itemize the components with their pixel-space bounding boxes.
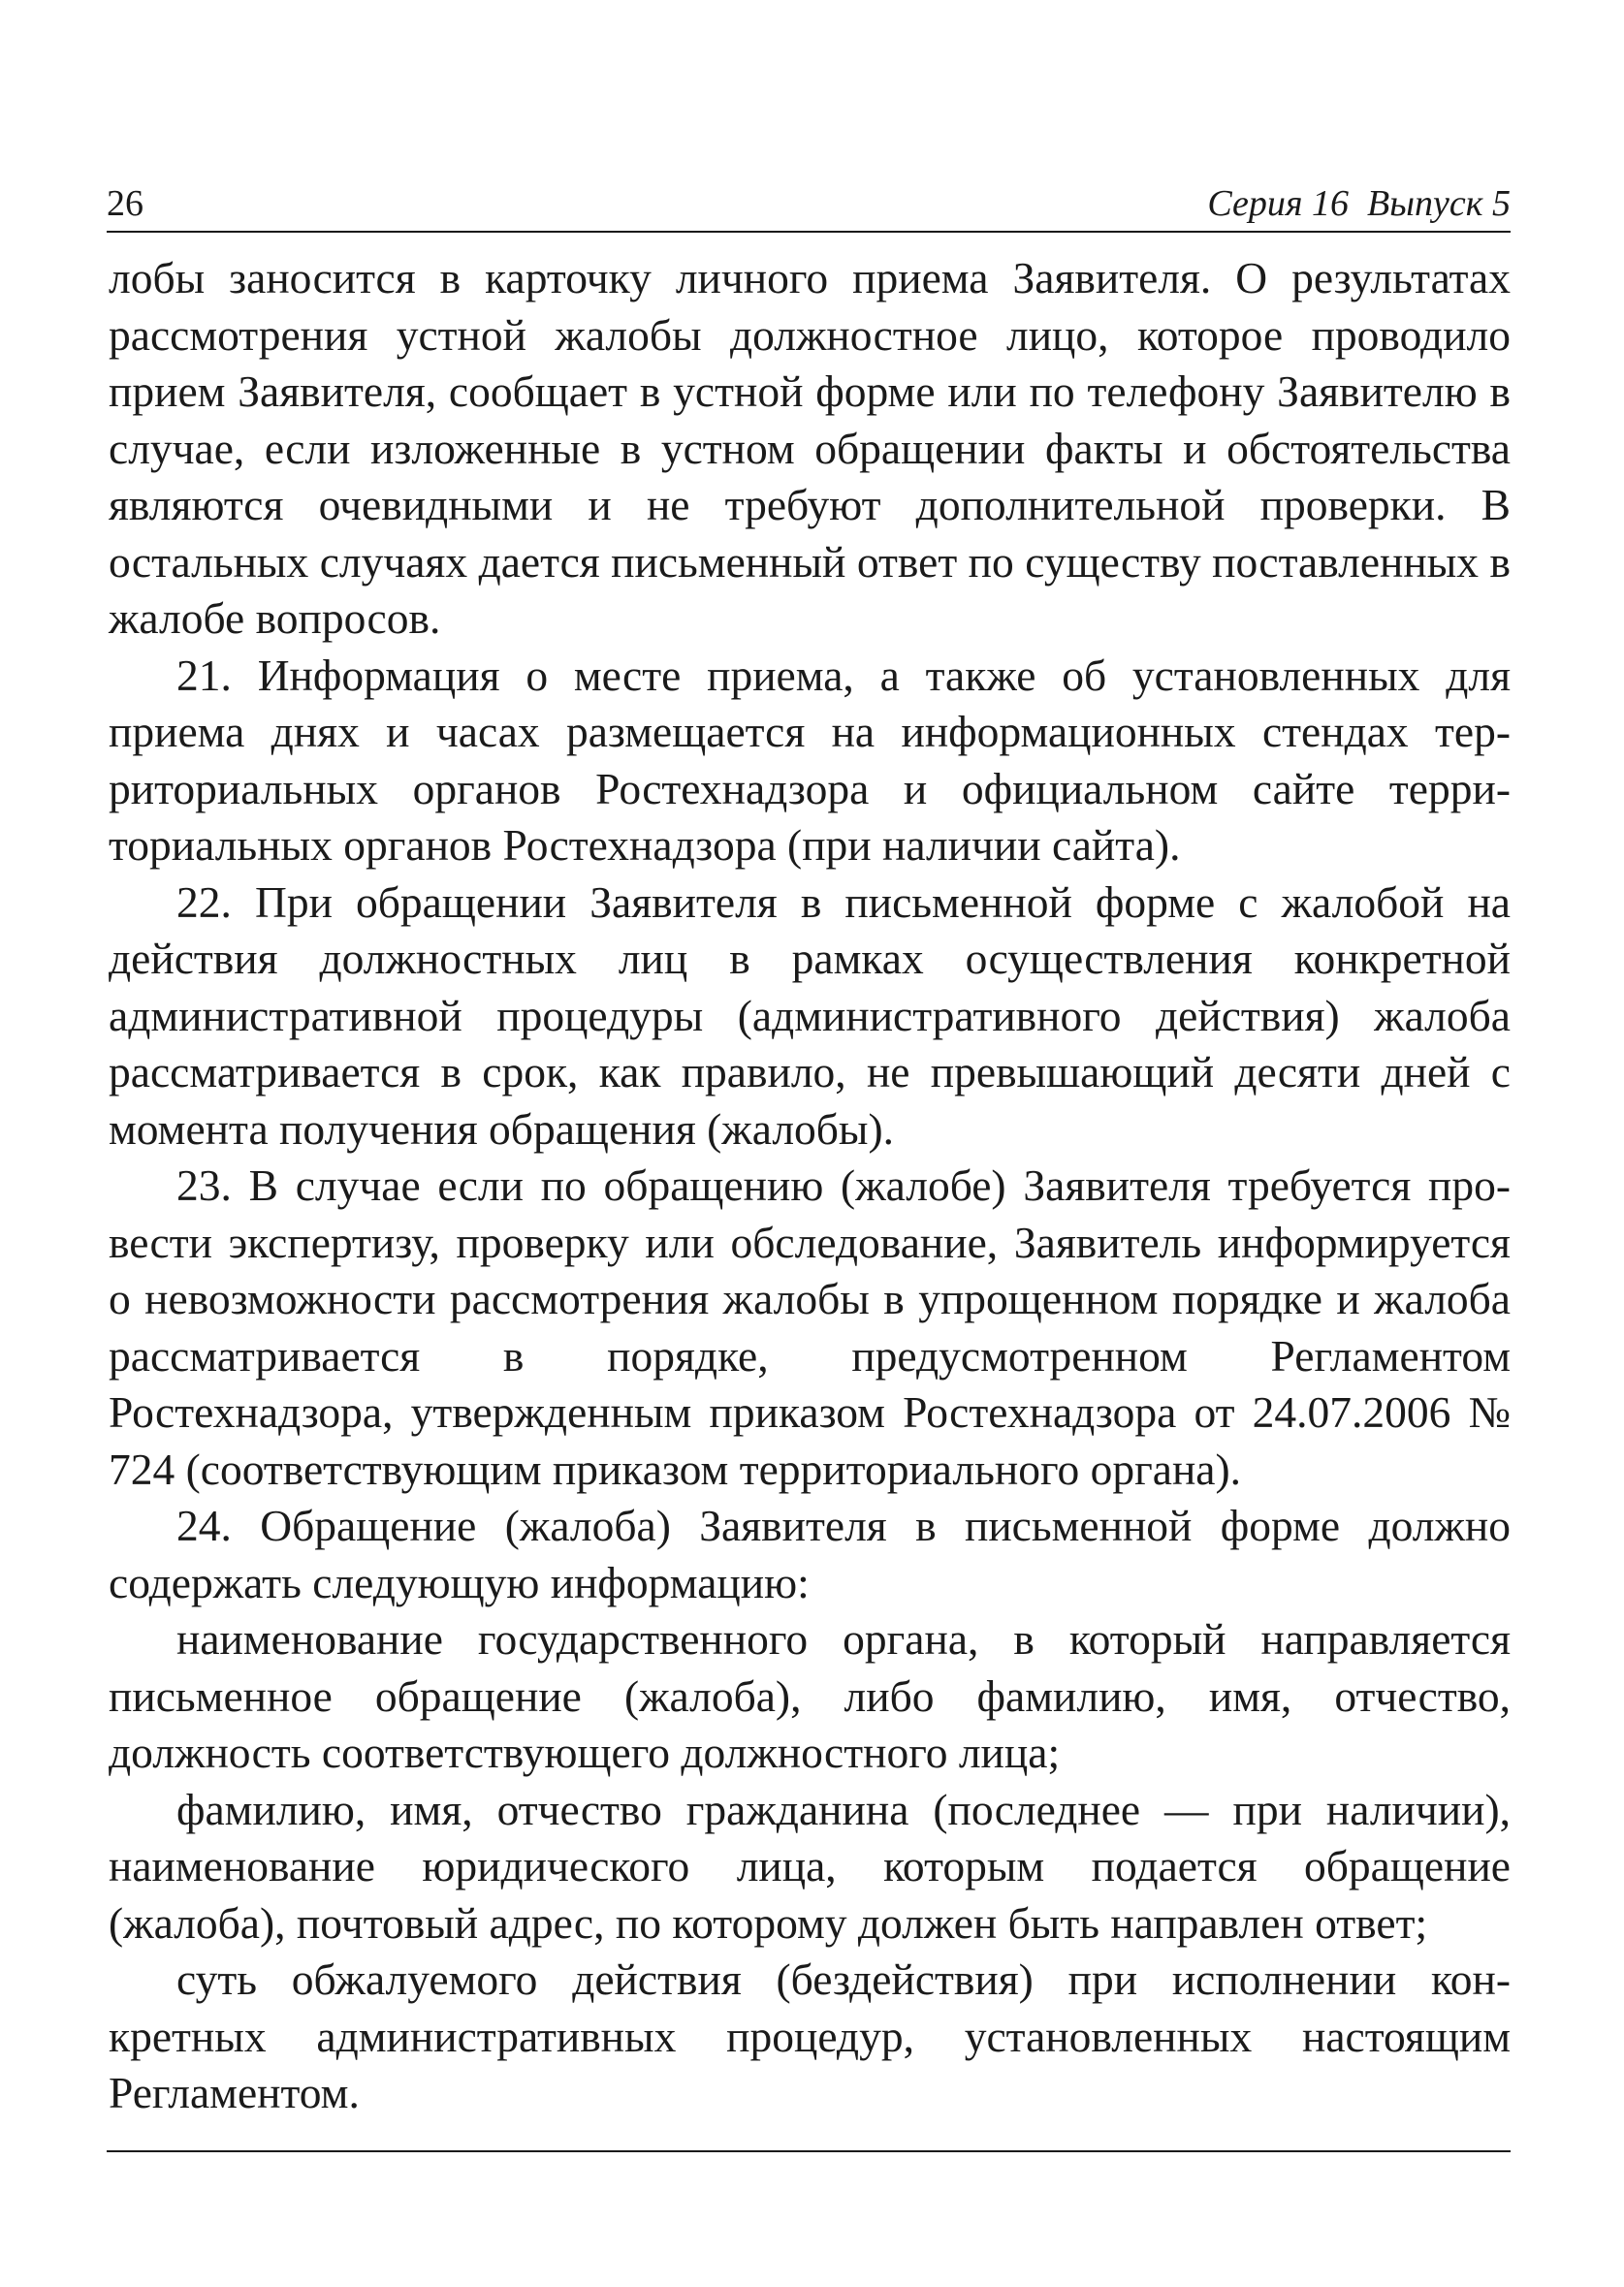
page-number: 26 bbox=[107, 183, 143, 224]
list-item-applicant: фамилию, имя, отчество гражданина (последнее — при наличии), наименование юридического лица, которым подается обращение (жалоба), почтовый адрес, по которому должен быть направлен ответ; bbox=[109, 1784, 1511, 1948]
body-text bbox=[109, 250, 1511, 2122]
series-label: Серия 16 Выпуск 5 bbox=[1207, 183, 1511, 224]
running-head bbox=[107, 182, 1511, 233]
paragraph-21: 21. Информация о месте приема, а также об установленных для приема днях и часах размещается на информационных стендах территориальных органов Ростехнадзора и официальном сайте территориальных органов Ростехнадзора (при наличии сайта). bbox=[109, 650, 1511, 870]
paragraph-24: 24. Обращение (жалоба) Заявителя в письменной форме должно содержать следующую информацию: bbox=[109, 1501, 1511, 1607]
paragraph-22: 22. При обращении Заявителя в письменной форме с жалобой на действия должностных лиц в рамках осуществления конкретной административной процедуры (административного действия) жалоба рассматривается в срок, как правило, не превышающий десяти дней с момента получения обращения (жалобы). bbox=[109, 876, 1511, 1154]
paragraph-23: 23. В случае если по обращению (жалобе) Заявителя требуется провести экспертизу, проверку или обследование, Заявитель информируется о невозможности рассмотрения жалобы в упрощенном порядке и жалоба рассматривается в порядке, предусмотренном Регламентом Ростехнадзора, утвержденным приказом Ростехнадзора от 24.07.2006 № 724 (соответствующим приказом территориального органа). bbox=[109, 1160, 1511, 1494]
list-item-authority: наименование государственного органа, в который направляется письменное обращение (жалоба), либо фамилию, имя, отчество, должность соответствующего должностного лица; bbox=[109, 1614, 1511, 1777]
list-item-essence: суть обжалуемого действия (бездействия) при исполнении конкретных административных процедур, установленных настоящим Регламентом. bbox=[109, 1954, 1511, 2117]
bottom-rule bbox=[107, 2150, 1511, 2152]
paragraph-continuation: лобы заносится в карточку личного приема Заявителя. О результатах рассмотрения устной жалобы должностное лицо, которое проводило прием Заявителя, сообщает в устной форме или по телефону Заявителю в случае, если изложенные в устном обращении факты и обстоятельства являются очевидными и не требуют дополнительной проверки. В остальных случаях дается письменный ответ по существу поставленных в жалобе вопросов. bbox=[109, 253, 1511, 643]
